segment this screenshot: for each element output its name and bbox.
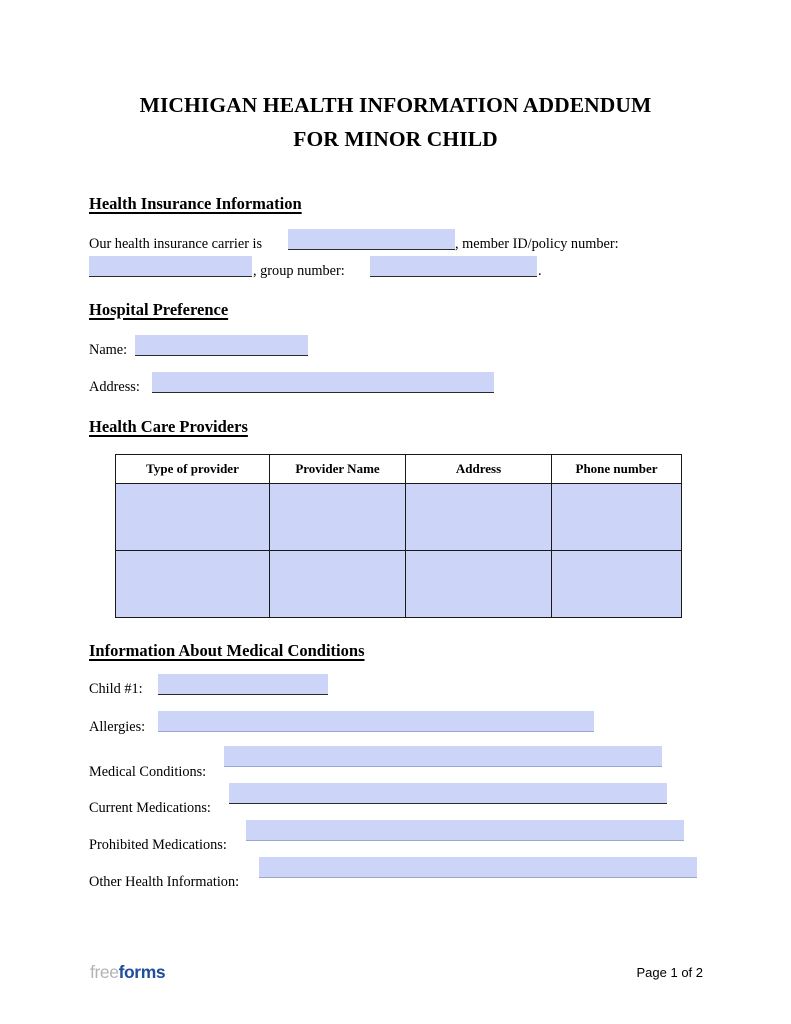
hospital-address-field[interactable] — [152, 372, 494, 393]
medical-label-allergies: Allergies: — [89, 719, 146, 735]
section-heading-medical-conditions: Information About Medical Conditions — [89, 641, 365, 660]
hospital-name-label: Name: — [89, 342, 128, 358]
provider-cell-type[interactable] — [116, 484, 270, 551]
table-header-row — [116, 455, 682, 484]
provider-cell-phone[interactable] — [552, 551, 682, 618]
logo-text-free: free — [90, 962, 119, 982]
column-header-type-of-provider: Type of provider — [116, 455, 270, 484]
column-header-phone-number: Phone number — [552, 455, 682, 484]
section-heading-hospital-preference: Hospital Preference — [89, 300, 229, 319]
insurance-carrier-field[interactable] — [288, 229, 455, 250]
hospital-address-label: Address: — [89, 379, 140, 395]
table-row — [116, 484, 682, 551]
page-number-label: Page 1 of 2 — [636, 965, 703, 980]
medical-label-medical-conditions: Medical Conditions: — [89, 764, 207, 780]
hospital-name-field[interactable] — [135, 335, 308, 356]
medical-field-prohibited-medications[interactable] — [246, 820, 684, 841]
medical-label-child-1: Child #1: — [89, 681, 143, 697]
provider-cell-addr[interactable] — [406, 551, 552, 618]
medical-label-other-health-information: Other Health Information: — [89, 874, 240, 890]
provider-cell-phone[interactable] — [552, 484, 682, 551]
medical-label-prohibited-medications: Prohibited Medications: — [89, 837, 227, 853]
health-care-providers-table — [115, 454, 682, 618]
insurance-text-carrier: Our health insurance carrier is — [89, 236, 263, 252]
insurance-text-group-number: , group number: — [253, 263, 345, 279]
section-heading-health-insurance: Health Insurance Information — [89, 194, 302, 213]
page-title — [0, 88, 791, 156]
column-header-address: Address — [406, 455, 552, 484]
medical-field-child-1[interactable] — [158, 674, 328, 695]
title-line-1: MICHIGAN HEALTH INFORMATION ADDENDUM — [139, 93, 652, 117]
insurance-text-period: . — [538, 263, 542, 279]
medical-label-current-medications: Current Medications: — [89, 800, 211, 816]
insurance-member-id-field[interactable] — [89, 256, 252, 277]
medical-field-other-health-information[interactable] — [259, 857, 697, 878]
medical-field-allergies[interactable] — [158, 711, 594, 732]
medical-field-current-medications[interactable] — [229, 783, 667, 804]
logo-text-forms: forms — [118, 962, 166, 982]
freeforms-logo — [90, 962, 165, 983]
provider-cell-type[interactable] — [116, 551, 270, 618]
column-header-provider-name: Provider Name — [270, 455, 406, 484]
provider-cell-name[interactable] — [270, 484, 406, 551]
insurance-text-member-id: , member ID/policy number: — [455, 236, 619, 252]
medical-field-medical-conditions[interactable] — [224, 746, 662, 767]
provider-cell-name[interactable] — [270, 551, 406, 618]
table-row — [116, 551, 682, 618]
title-line-2: FOR MINOR CHILD — [293, 127, 498, 151]
insurance-group-number-field[interactable] — [370, 256, 537, 277]
section-heading-health-care-providers: Health Care Providers — [89, 417, 248, 436]
provider-cell-addr[interactable] — [406, 484, 552, 551]
